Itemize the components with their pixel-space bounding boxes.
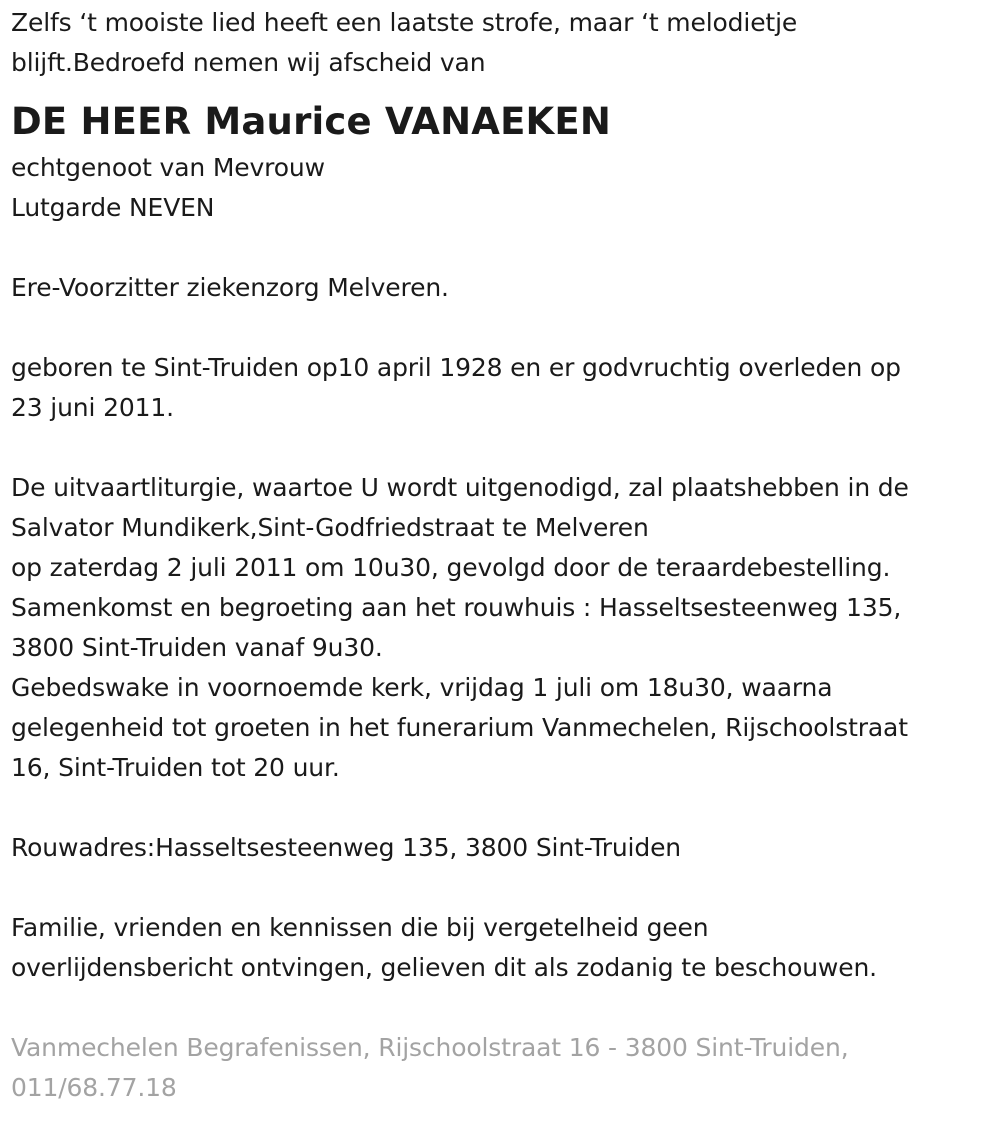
funeral-line: 3800 Sint-Truiden vanaf 9u30. (11, 633, 383, 662)
intro-line: blijft.Bedroefd nemen wij afscheid van (11, 48, 486, 77)
spouse-line: Lutgarde NEVEN (11, 193, 215, 222)
funeral-line: Salvator Mundikerk,Sint-Godfriedstraat te Melveren (11, 513, 649, 542)
spacer (11, 428, 991, 468)
funeral-home-footer (11, 1028, 991, 1108)
spouse-info (11, 148, 991, 228)
spacer (11, 788, 991, 828)
funeral-line: Gebedswake in voornoemde kerk, vrijdag 1 juli om 18u30, waarna (11, 673, 833, 702)
intro-quote (11, 3, 991, 83)
closing-line: overlijdensbericht ontvingen, gelieven dit als zodanig te beschouwen. (11, 953, 877, 982)
funeral-line: Samenkomst en begroeting aan het rouwhuis : Hasseltsesteenweg 135, (11, 593, 902, 622)
funeral-line: 16, Sint-Truiden tot 20 uur. (11, 753, 340, 782)
footer-line: 011/68.77.18 (11, 1073, 177, 1102)
spacer (11, 988, 991, 1028)
death-notice (11, 3, 991, 1108)
spouse-line: echtgenoot van Mevrouw (11, 153, 325, 182)
closing-line: Familie, vrienden en kennissen die bij vergetelheid geen (11, 913, 709, 942)
funeral-line: De uitvaartliturgie, waartoe U wordt uitgenodigd, zal plaatshebben in de (11, 473, 909, 502)
funeral-line: op zaterdag 2 juli 2011 om 10u30, gevolgd door de teraardebestelling. (11, 553, 891, 582)
spacer (11, 868, 991, 908)
role-text: Ere-Voorzitter ziekenzorg Melveren. (11, 273, 449, 302)
funeral-line: gelegenheid tot groeten in het funerarium Vanmechelen, Rijschoolstraat (11, 713, 908, 742)
spacer (11, 308, 991, 348)
birth-death-info (11, 348, 991, 428)
closing-text (11, 908, 991, 988)
spacer (11, 228, 991, 268)
birth-death-line: geboren te Sint-Truiden op10 april 1928 en er godvruchtig overleden op (11, 353, 901, 382)
mourning-address: Rouwadres:Hasseltsesteenweg 135, 3800 Sint-Truiden (11, 833, 681, 862)
footer-line: Vanmechelen Begrafenissen, Rijschoolstraat 16 - 3800 Sint-Truiden, (11, 1033, 849, 1062)
funeral-info (11, 468, 991, 788)
birth-death-line: 23 juni 2011. (11, 393, 174, 422)
intro-line: Zelfs ‘t mooiste lied heeft een laatste strofe, maar ‘t melodietje (11, 8, 798, 37)
deceased-name: DE HEER Maurice VANAEKEN (11, 100, 612, 143)
